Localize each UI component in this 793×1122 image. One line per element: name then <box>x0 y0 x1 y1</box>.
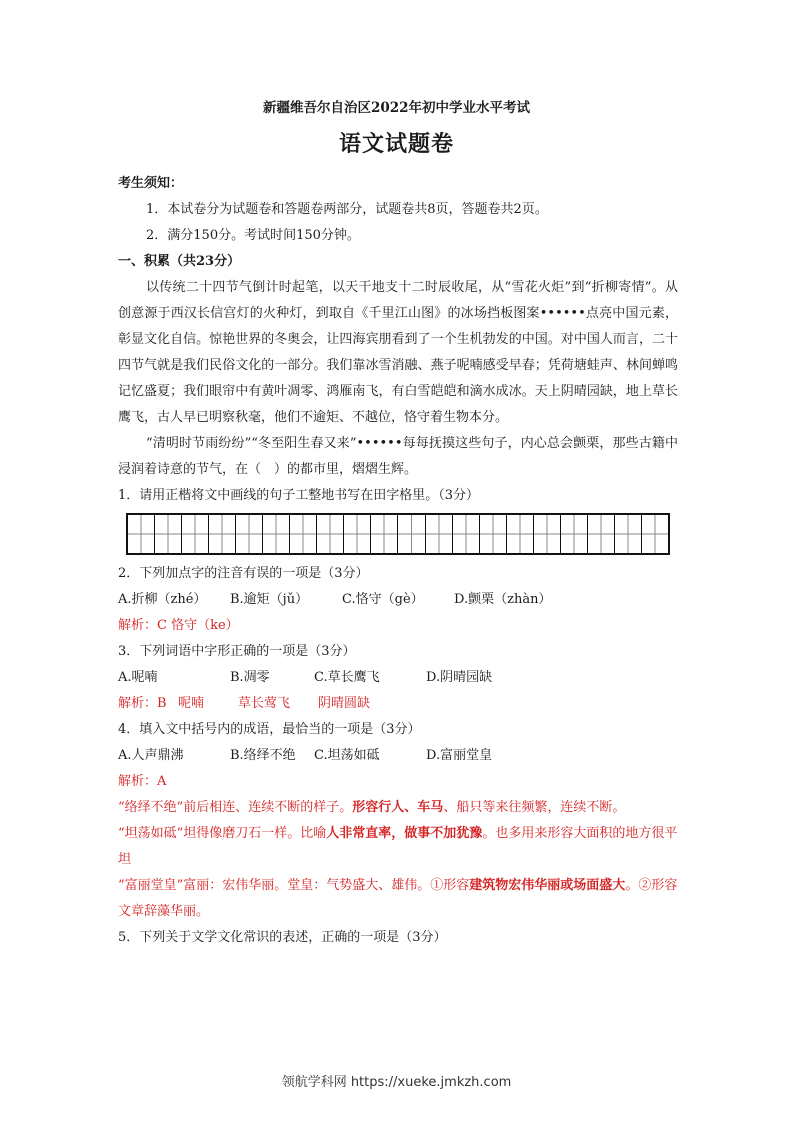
notice-item-2: 2．满分150分。考试时间150分钟。 <box>146 228 360 243</box>
q2-option-a: A.折柳（zhé） <box>118 592 207 607</box>
question-4: 4．填入文中括号内的成语，最恰当的一项是（3分） <box>118 722 421 737</box>
question-3-options <box>118 665 678 691</box>
question-3: 3．下列词语中字形正确的一项是（3分） <box>118 644 356 659</box>
tianzige-cell[interactable] <box>398 515 425 553</box>
section-1-heading: 一、积累（共23分） <box>118 254 241 269</box>
question-5: 5．下列关于文学文化常识的表述，正确的一项是（3分） <box>118 930 447 945</box>
tianzige-cell[interactable] <box>344 515 371 553</box>
exam-title: 语文试题卷 <box>338 131 454 157</box>
q4-explanation-1 <box>118 795 678 821</box>
question-1: 1．请用正楷将文中画线的句子工整地书写在田字格里。（3分） <box>118 488 480 503</box>
q4-exp2-text: “坦荡如砥”坦得像磨刀石一样。比喻 <box>118 826 327 841</box>
q3-answer-label: 解析：B <box>118 696 167 711</box>
q4-option-d: D.富丽堂皇 <box>426 748 493 763</box>
q2-option-d: D.颤栗（zhàn） <box>454 592 552 607</box>
passage-paragraph-2: “清明时节雨纷纷”“冬至阳生春又来”••••••每每抚摸这些句子，内心总会颤栗，那些古籍中浸润着诗意的节气，在（ ）的都市里，熠熠生辉。 <box>118 436 678 477</box>
q4-exp2-tail: 。也多用来形容大面积的地方很平坦 <box>118 826 678 867</box>
tianzige-cell[interactable] <box>263 515 290 553</box>
question-4-options <box>118 743 678 769</box>
tianzige-cell[interactable] <box>155 515 182 553</box>
tianzige-cell[interactable] <box>371 515 398 553</box>
q4-exp2-emphasis: 人非常直率，做事不加犹豫 <box>326 826 483 841</box>
q4-option-a: A.人声鼎沸 <box>118 748 184 763</box>
tianzige-cell[interactable] <box>290 515 317 553</box>
tianzige-cell[interactable] <box>209 515 236 553</box>
q4-option-b: B.络绎不绝 <box>230 748 296 763</box>
q4-option-c: C.坦荡如砥 <box>314 748 380 763</box>
tianzige-cell[interactable] <box>236 515 263 553</box>
q4-exp3-emphasis: 建筑物宏伟华丽或场面盛大 <box>469 878 626 893</box>
q4-exp3-tail: 。②形容文章辞藻华丽。 <box>118 878 678 919</box>
exam-content <box>118 171 678 951</box>
tianzige-cell[interactable] <box>128 515 155 553</box>
tianzige-cell[interactable] <box>480 515 507 553</box>
q2-option-b: B.逾矩（jǔ） <box>230 592 309 607</box>
tianzige-cell[interactable] <box>615 515 642 553</box>
exam-subtitle: 新疆维吾尔自治区2022年初中学业水平考试 <box>262 100 531 116</box>
q4-explanation-2 <box>118 821 678 873</box>
tianzige-grid[interactable] <box>126 513 670 555</box>
tianzige-cell[interactable] <box>561 515 588 553</box>
q3-answer-word-2: 草长莺飞 <box>238 696 291 711</box>
tianzige-cell[interactable] <box>182 515 209 553</box>
q3-answer <box>118 691 678 717</box>
tianzige-cell[interactable] <box>317 515 344 553</box>
q4-exp1-tail: 、船只等来往频繁，连续不断。 <box>443 800 626 815</box>
footer-watermark: 领航学科网 https://xueke.jmkzh.com <box>281 1075 512 1090</box>
passage-paragraph-1: 以传统二十四节气倒计时起笔，以天干地支十二时辰收尾，从“雪花火炬”到“折柳寄情”。从创意源于西汉长信宫灯的火种灯，到取自《千里江山图》的冰场挡板图案••••••点亮中国元素，彰显文化自信。惊艳世界的冬奥会，让四海宾朋看到了一个生机勃发的中国。对中国人而言，二十四节气就是我们民俗文化的一部分。我们靠冰雪消融、燕子呢喃感受早春；凭荷塘蛙声、林间蝉鸣记忆盛夏；我们眼帘中有黄叶凋零、鸿雁南飞，有白雪皑皑和滴水成冰。天上阴晴园缺，地上草长鹰飞，古人早已明察秋毫，他们不逾矩、不越位，恪守着生物本分。 <box>118 280 678 425</box>
question-2-options <box>118 587 678 613</box>
tianzige-cell[interactable] <box>642 515 668 553</box>
q3-option-b: B.凋零 <box>230 670 270 685</box>
q3-answer-word-3: 阴晴圆缺 <box>318 696 371 711</box>
notice-heading: 考生须知： <box>118 176 184 191</box>
q4-answer: 解析：A <box>118 774 167 789</box>
q3-option-c: C.草长鹰飞 <box>314 670 380 685</box>
q3-option-d: D.阴晴园缺 <box>426 670 493 685</box>
tianzige-cell[interactable] <box>534 515 561 553</box>
question-2: 2．下列加点字的注音有误的一项是（3分） <box>118 566 369 581</box>
q3-option-a: A.呢喃 <box>118 670 158 685</box>
tianzige-cell[interactable] <box>426 515 453 553</box>
q4-exp3-text: “富丽堂皇”富丽：宏伟华丽。堂皇：气势盛大、雄伟。①形容 <box>118 878 470 893</box>
tianzige-cell[interactable] <box>507 515 534 553</box>
notice-item-1: 1．本试卷分为试题卷和答题卷两部分，试题卷共8页，答题卷共2页。 <box>146 202 548 217</box>
q4-exp1-emphasis: 形容行人、车马 <box>352 800 444 815</box>
q2-answer: 解析：C 恪守（ke） <box>118 618 239 633</box>
q3-answer-word-1: 呢喃 <box>178 696 205 711</box>
q4-exp1-text: “络绎不绝”前后相连、连续不断的样子。 <box>118 800 353 815</box>
tianzige-cell[interactable] <box>588 515 615 553</box>
q2-option-c: C.恪守（gè） <box>342 592 424 607</box>
q4-explanation-3 <box>118 873 678 925</box>
tianzige-cell[interactable] <box>453 515 480 553</box>
